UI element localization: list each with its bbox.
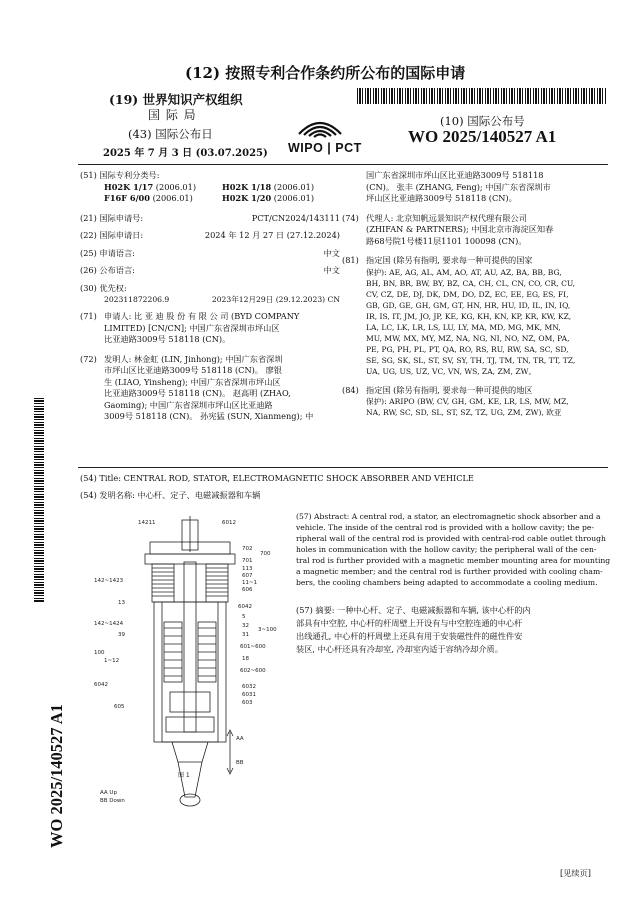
fig-label-bb: BB	[236, 760, 244, 766]
priority-date: 2023年12月29日 (29.12.2023) CN	[211, 295, 340, 304]
fig-label: 100	[94, 650, 105, 656]
lang-value: 中文	[323, 247, 340, 258]
ipc-code: H02K 1/17	[104, 181, 154, 192]
fig-label: 31	[242, 632, 249, 638]
regional-line: NA, RW, SC, SD, SL, ST, SZ, TZ, UG, ZM, ZW), 欧亚	[366, 408, 562, 417]
fig-label: 605	[114, 704, 125, 710]
inventor-line: Gaoming); 中国广东省深圳市坪山区比亚迪路	[104, 399, 273, 410]
inventor-line: 3009号 518118 (CN)。 孙宪猛 (SUN, Xianmeng); 中	[104, 411, 314, 421]
ipc-list	[80, 182, 340, 205]
designated-states-block	[342, 255, 604, 377]
abstract-en-line: a magnetic member; and the central rod is further provided with cooling cham-	[296, 567, 603, 576]
fig-label: 142~1424	[94, 621, 124, 627]
abstract-en-line: tral rod is further provided with a magnetic member mounting area for mounting	[296, 556, 611, 565]
abstract-en-line: bers, the cooling chambers being adapted to accommodate a cooling medium.	[296, 578, 598, 587]
states-line: 保护): AE, AG, AL, AM, AO, AT, AU, AZ, BA, BB, BG,	[366, 267, 562, 277]
fig-label: 702	[242, 546, 253, 552]
applicant-block	[80, 311, 340, 346]
app-number-row	[80, 213, 340, 225]
fig-label: 13	[118, 600, 125, 606]
fig-label: 6042	[94, 682, 108, 688]
fig-label: 603	[242, 700, 253, 706]
ipc-code: F16F 6/00	[104, 193, 150, 203]
states-line: IR, IS, IT, JM, JO, JP, KE, KG, KH, KN, KP, KR, KW, KZ,	[366, 311, 572, 321]
inventor-line: 市坪山区比亚迪路3009号 518118 (CN)。 廖银	[104, 365, 282, 375]
fig-label: 113	[242, 566, 253, 572]
pub-number: WO 2025/140527 A1	[408, 127, 557, 146]
states-line: GB, GD, GE, GH, GM, GT, HN, HR, HU, ID, IL, IN, IQ,	[366, 300, 571, 310]
ipc-date: (2006.01)	[152, 193, 193, 203]
states-line: CV, CZ, DE, DJ, DK, DM, DO, DZ, EC, EE, EG, ES, FI,	[366, 289, 569, 299]
pub-lang-row	[80, 265, 340, 277]
fig-label: 6042	[238, 604, 252, 610]
inventor-block	[80, 354, 340, 423]
fig-label: 3~100	[258, 627, 277, 633]
fig-label: 39	[118, 632, 125, 638]
abstract-en-line: holes in communication with the hollow cavity; the peripheral wall of the cen-	[296, 545, 597, 554]
ipc-date: (2006.01)	[273, 181, 315, 192]
pub-lang-label: (26) 公布语言:	[80, 265, 135, 275]
shock-absorber-drawing	[90, 512, 290, 812]
regional-num: (84)	[342, 384, 359, 395]
abstract-cn-line: (57) 摘要: 一种中心杆、定子、电磁减振器和车辆, 该中心杆的内	[296, 605, 531, 615]
states-line: LA, LC, LK, LR, LS, LU, LY, MA, MD, MG, MK, MN,	[366, 322, 561, 332]
applicant-line: LIMITED) [CN/CN]; 中国广东省深圳市坪山区	[104, 322, 280, 333]
ipc-code: H02K 1/18	[222, 181, 272, 192]
title-cn: (54) 发明名称: 中心杆、定子、电磁减振器和车辆	[80, 490, 261, 500]
pub-lang-value: 中文	[323, 265, 340, 275]
continued-note: [见续页]	[560, 868, 591, 878]
fig-caption: 图 1	[178, 772, 190, 779]
pub-date-label: (43) 国际公布日	[128, 127, 213, 141]
ipc-date: (2006.01)	[273, 193, 315, 203]
priority-row	[80, 294, 340, 305]
inventor-line: 生 (LIAO, Yinsheng); 中国广东省深圳市坪山区	[104, 376, 281, 387]
inventor-line: 比亚迪路3009号 518118 (CN)。 赵高明 (ZHAO,	[104, 388, 291, 398]
wipo-logo-text: WIPO | PCT	[288, 141, 362, 155]
agent-block	[342, 213, 604, 248]
fig-label: 6031	[242, 692, 256, 698]
regional-states-block	[342, 385, 604, 419]
states-line: UA, UG, US, UZ, VC, VN, WS, ZA, ZM, ZW。	[366, 366, 537, 376]
agent-line: 路68号院1号楼11层1101 100098 (CN)。	[366, 235, 527, 246]
title-divider	[78, 467, 608, 468]
states-line: 指定国 (除另有指明, 要求每一种可提供的国家	[366, 255, 533, 265]
abstract-cn-line: 装区, 中心杆还具有冷却室, 冷却室内适于容纳冷却介质。	[296, 644, 503, 654]
pub-date: 2025 年 7 月 3 日 (03.07.2025)	[103, 148, 268, 159]
barcode-side	[34, 398, 44, 602]
regional-line: 指定国 (除另有指明, 要求每一种可提供的地区	[366, 384, 533, 395]
priority-no: 202311872206.9	[104, 295, 170, 304]
fig-label: 142~1423	[94, 578, 124, 584]
abstract-cn	[296, 604, 608, 656]
abstract-en-line: ripheral wall of the central rod is provided with central-rod cable outlet through	[296, 534, 606, 543]
fig-label: 602~600	[240, 668, 266, 674]
pub-no-label: (10) 国际公布号	[440, 114, 525, 128]
abstract-cn-line: 出线通孔, 中心杆的杆周壁上还具有用于安装磁性件的磁性件安	[296, 631, 523, 641]
regional-line: 保护): ARIPO (BW, CV, GH, GM, KE, LR, LS, MW, MZ,	[366, 397, 569, 406]
barcode-top	[357, 88, 607, 104]
ipc-code: H02K 1/20	[222, 193, 272, 203]
agent-line: (ZHIFAN & PARTNERS); 中国北京市海淀区知春	[366, 224, 554, 234]
fig-label: 700	[260, 551, 271, 557]
continuation-line: 国广东省深圳市坪山区比亚迪路3009号 518118	[366, 170, 544, 180]
fig-label: 32	[242, 623, 249, 629]
fig-label: 6032	[242, 684, 256, 690]
filing-label: (22) 国际申请日:	[80, 230, 144, 240]
right-column	[342, 170, 604, 418]
states-line: BH, BN, BR, BW, BY, BZ, CA, CH, CL, CN, CO, CR, CU,	[366, 278, 576, 288]
fig-legend-bb: BB Down	[100, 798, 125, 804]
fig-label: 11~1	[242, 580, 258, 586]
lang-row	[80, 248, 340, 260]
org-name: (19) 世界知识产权组织	[109, 92, 243, 107]
states-line: PE, PG, PH, PL, PT, QA, RO, RS, RU, RW, SA, SC, SD,	[366, 344, 569, 354]
abstract-cn-line: 部具有中空腔, 中心杆的杆周壁上开设有与中空腔连通的中心杆	[296, 618, 523, 628]
applicant-num: (71)	[80, 311, 97, 321]
left-column	[80, 170, 340, 423]
agent-line: 代理人: 北京知帆远景知识产权代理有限公司	[366, 212, 527, 223]
title-en: (54) Title: CENTRAL ROD, STATOR, ELECTROMAGNETIC SHOCK ABSORBER AND VEHICLE	[80, 473, 474, 483]
side-pub-number: WO 2025/140527 A1	[47, 704, 66, 848]
abstract-en-line: (57) Abstract: A central rod, a stator, an electromagnetic shock absorber and a	[296, 512, 601, 521]
ipc-label: (51) 国际专利分类号:	[80, 170, 160, 180]
fig-label: 601~600	[240, 644, 266, 650]
fig-label-aa: AA	[236, 736, 244, 742]
agent-num: (74)	[342, 212, 359, 223]
continuation-line: 坪山区比亚迪路3009号 518118 (CN)。	[366, 193, 517, 203]
inventor-num: (72)	[80, 353, 97, 364]
fig-label: 6012	[222, 520, 236, 526]
applicant-line: 申请人: 比 亚 迪 股 份 有 限 公 司 (BYD COMPANY	[104, 311, 300, 321]
fig-label: 607	[242, 573, 253, 579]
fig-label: 1~12	[104, 658, 120, 664]
document-title: (12) 按照专利合作条约所公布的国际申请	[185, 64, 466, 82]
fig-legend-aa: AA Up	[100, 790, 117, 796]
states-line: MU, MW, MX, MY, MZ, NA, NG, NI, NO, NZ, OM, PA,	[366, 333, 570, 343]
abstract-en-line: vehicle. The inside of the central rod is provided with a hollow cavity; the pe-	[296, 523, 594, 532]
abstract-en	[296, 511, 611, 588]
lang-label: (25) 申请语言:	[80, 247, 135, 258]
ipc-date: (2006.01)	[155, 181, 197, 192]
fig-label: 606	[242, 587, 253, 593]
priority-label: (30) 优先权:	[80, 282, 127, 293]
org-sub: 国 际 局	[148, 108, 197, 122]
states-num: (81)	[342, 255, 359, 265]
fig-label: 18	[242, 656, 249, 662]
inventor-continuation	[342, 170, 604, 205]
applicant-line: 比亚迪路3009号 518118 (CN)。	[104, 334, 231, 344]
continuation-line: (CN)。 张丰 (ZHANG, Feng); 中国广东省深圳市	[366, 181, 551, 192]
app-no-label: (21) 国际申请号:	[80, 212, 144, 223]
wipo-logo	[285, 110, 362, 160]
states-line: SE, SG, SK, SL, ST, SV, SY, TH, TJ, TM, TN, TR, TT, TZ,	[366, 355, 576, 365]
header-divider	[78, 164, 608, 165]
fig-label: 701	[242, 558, 253, 564]
filing-date: 2024 年 12 月 27 日 (27.12.2024)	[204, 230, 340, 240]
filing-row	[80, 230, 340, 242]
figure-1	[90, 512, 290, 812]
fig-label: 14211	[138, 520, 156, 526]
inventor-line: 发明人: 林金虹 (LIN, Jinhong); 中国广东省深圳	[104, 353, 283, 364]
fig-label: 5	[242, 614, 246, 620]
app-no: PCT/CN2024/143111	[251, 212, 340, 223]
